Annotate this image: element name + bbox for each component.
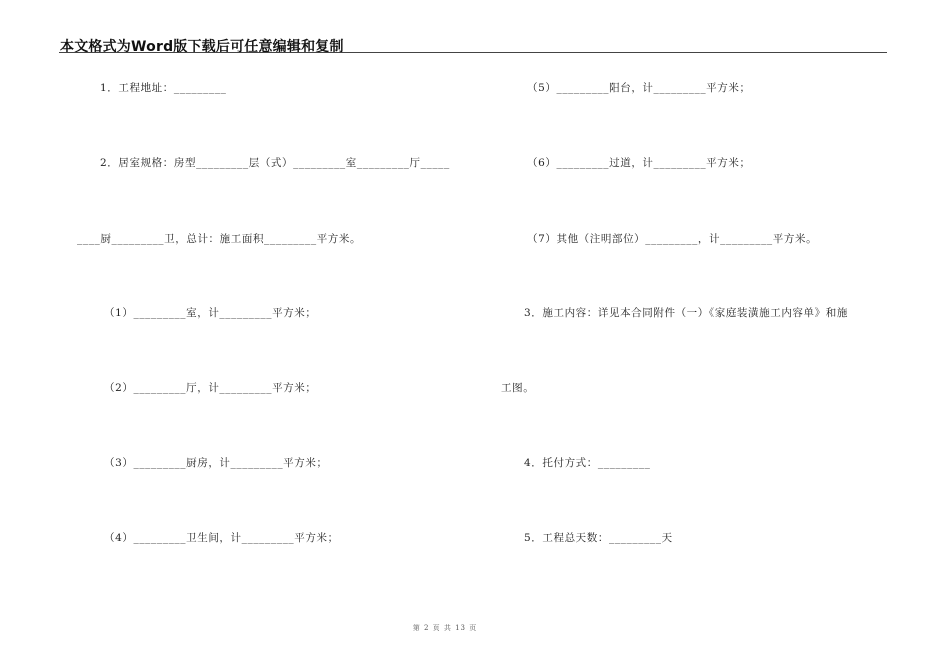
- line-item-6-corridor: （6）_________过道，计_________平方米；: [527, 157, 751, 169]
- line-item-4-bathroom: （4）_________卫生间，计_________平方米；: [104, 532, 339, 544]
- document-header-title: 本文格式为Word版下载后可任意编辑和复制: [60, 39, 344, 55]
- page-number-footer: 第 2 页 共 13 页: [412, 624, 478, 632]
- line-entrust-method: 4．托付方式：_________: [524, 457, 651, 469]
- line-item-5-balcony: （5）_________阳台，计_________平方米；: [527, 82, 751, 94]
- line-project-address: 1．工程地址：_________: [100, 82, 227, 94]
- line-item-1-room: （1）_________室，计_________平方米；: [104, 307, 317, 319]
- line-item-7-other: （7）其他（注明部位）_________，计_________平方米。: [527, 233, 818, 245]
- line-room-spec-cont: ____厨_________卫，总计：施工面积_________平方米。: [77, 233, 362, 245]
- line-item-3-kitchen: （3）_________厨房，计_________平方米；: [104, 457, 328, 469]
- line-construction-content: 3．施工内容：详见本合同附件（一）《家庭装潢施工内容单》和施: [524, 307, 848, 319]
- line-total-days: 5．工程总天数：_________天: [524, 532, 673, 544]
- line-construction-content-cont: 工图。: [501, 382, 535, 394]
- line-item-2-hall: （2）_________厅，计_________平方米；: [104, 382, 317, 394]
- line-room-spec: 2．居室规格：房型_________层（式）_________室_________厅_____: [100, 157, 450, 169]
- header-divider: [59, 52, 887, 53]
